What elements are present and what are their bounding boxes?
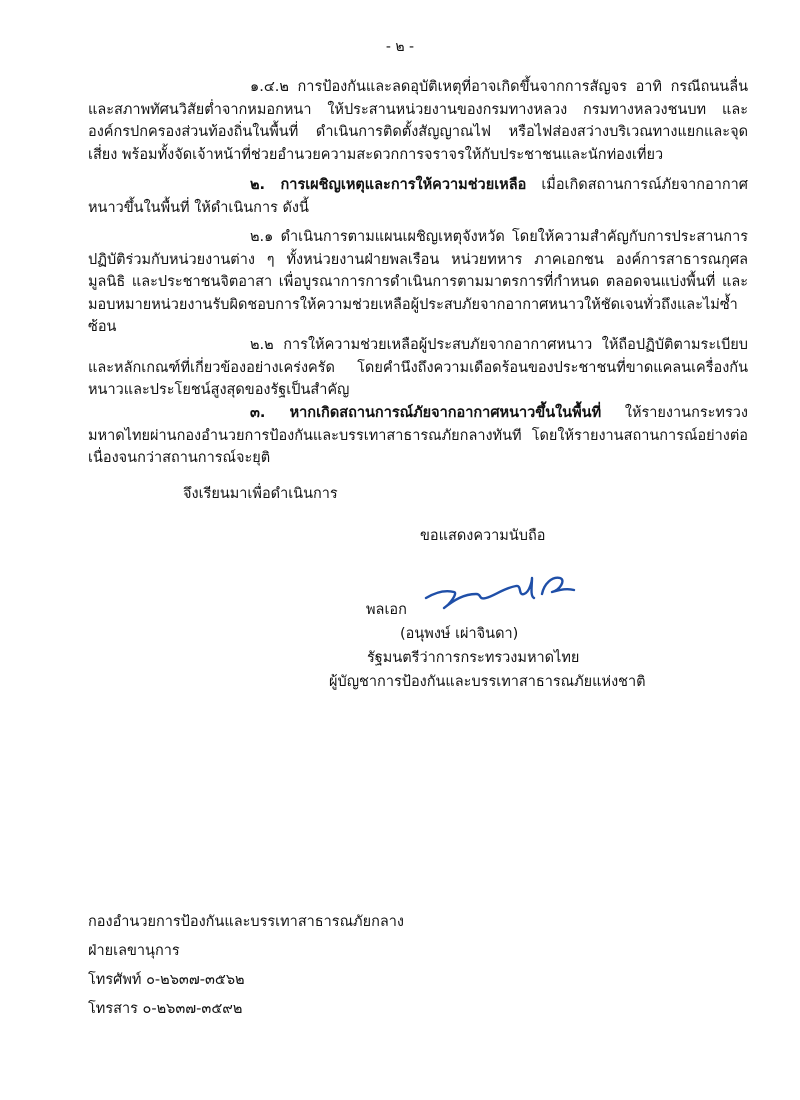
paragraph-2-1: ๒.๑ ดำเนินการตามแผนเผชิญเหตุจังหวัด โดยให้ความสำคัญกับการประสานการปฏิบัติร่วมกับหน่วยงานต่าง ๆ ทั้งหน่วยงานฝ่ายพลเรือน หน่วยทหาร ภาคเอกชน องค์การสาธารณกุศล มูลนิธิ และประชาชนจิตอาสา เพื่อบูรณาการการดำเนินการตามมาตรการที่กำหนด ตลอดจนแบ่งพื้นที่ และมอบหมายหน่วยงานรับผิดชอบการให้ความช่วยเหลือผู้ประสบภัยจากอากาศหนาวให้ชัดเจนทั่วถึงและไม่ซ้ำซ้อน bbox=[88, 229, 748, 335]
heading-2: ๒. การเผชิญเหตุและการให้ความช่วยเหลือ bbox=[250, 177, 527, 193]
footer-fax: โทรสาร ๐-๒๖๓๗-๓๕๙๒ bbox=[88, 1001, 243, 1017]
paragraph-2-text: เมื่อเกิดสถานการณ์ภัยจากอากาศหนาวขึ้นในพื้นที่ ให้ดำเนินการ ดังนี้ bbox=[88, 177, 748, 216]
signature-image bbox=[420, 568, 580, 614]
closing-regards: ขอแสดงความนับถือ bbox=[420, 528, 546, 544]
signer-rank: พลเอก bbox=[366, 602, 407, 618]
signer-position-1: รัฐมนตรีว่าการกระทรวงมหาดไทย bbox=[367, 650, 580, 666]
footer-phone: โทรศัพท์ ๐-๒๖๓๗-๓๕๖๒ bbox=[88, 972, 245, 988]
signer-position-2: ผู้บัญชาการป้องกันและบรรเทาสาธารณภัยแห่งชาติ bbox=[329, 674, 646, 690]
paragraph-3 bbox=[88, 402, 748, 470]
paragraph-3-text: ให้รายงานกระทรวงมหาดไทยผ่านกองอำนวยการป้องกันและบรรเทาสาธารณภัยกลางทันที โดยให้รายงานสถานการณ์อย่างต่อเนื่องจนกว่าสถานการณ์จะยุติ bbox=[88, 405, 748, 466]
footer-section: ฝ่ายเลขานุการ bbox=[88, 943, 180, 959]
footer-office: กองอำนวยการป้องกันและบรรเทาสาธารณภัยกลาง bbox=[88, 914, 404, 930]
footer-contact bbox=[88, 908, 404, 1024]
paragraph-2-2: ๒.๒ การให้ความช่วยเหลือผู้ประสบภัยจากอากาศหนาว ให้ถือปฏิบัติตามระเบียบและหลักเกณฑ์ที่เกี่ยวข้องอย่างเคร่งครัด โดยคำนึงถึงความเดือดร้อนของประชาชนที่ขาดแคลนเครื่องกันหนาวและประโยชน์สูงสุดของรัฐเป็นสำคัญ bbox=[88, 337, 748, 398]
page-number: - ๒ - bbox=[385, 39, 415, 55]
paragraph-2 bbox=[88, 174, 748, 219]
heading-3: ๓. หากเกิดสถานการณ์ภัยจากอากาศหนาวขึ้นในพื้นที่ bbox=[250, 405, 602, 421]
paragraph-1-4-2: ๑.๔.๒ การป้องกันและลดอุบัติเหตุที่อาจเกิดขึ้นจากการสัญจร อาทิ กรณีถนนลื่นและสภาพทัศนวิสัยต่ำจากหมอกหนา ให้ประสานหน่วยงานของกรมทางหลวง กรมทางหลวงชนบท และองค์กรปกครองส่วนท้องถิ่นในพื้นที่ ดำเนินการติดตั้งสัญญาณไฟ หรือไฟส่องสว่างบริเวณทางแยกและจุดเสี่ยง พร้อมทั้งจัดเจ้าหน้าที่ช่วยอำนวยความสะดวกการจราจรให้กับประชาชนและนักท่องเที่ยว bbox=[88, 79, 748, 163]
signer-name: (อนุพงษ์ เผ่าจินดา) bbox=[400, 626, 519, 642]
closing-request: จึงเรียนมาเพื่อดำเนินการ bbox=[183, 486, 338, 502]
